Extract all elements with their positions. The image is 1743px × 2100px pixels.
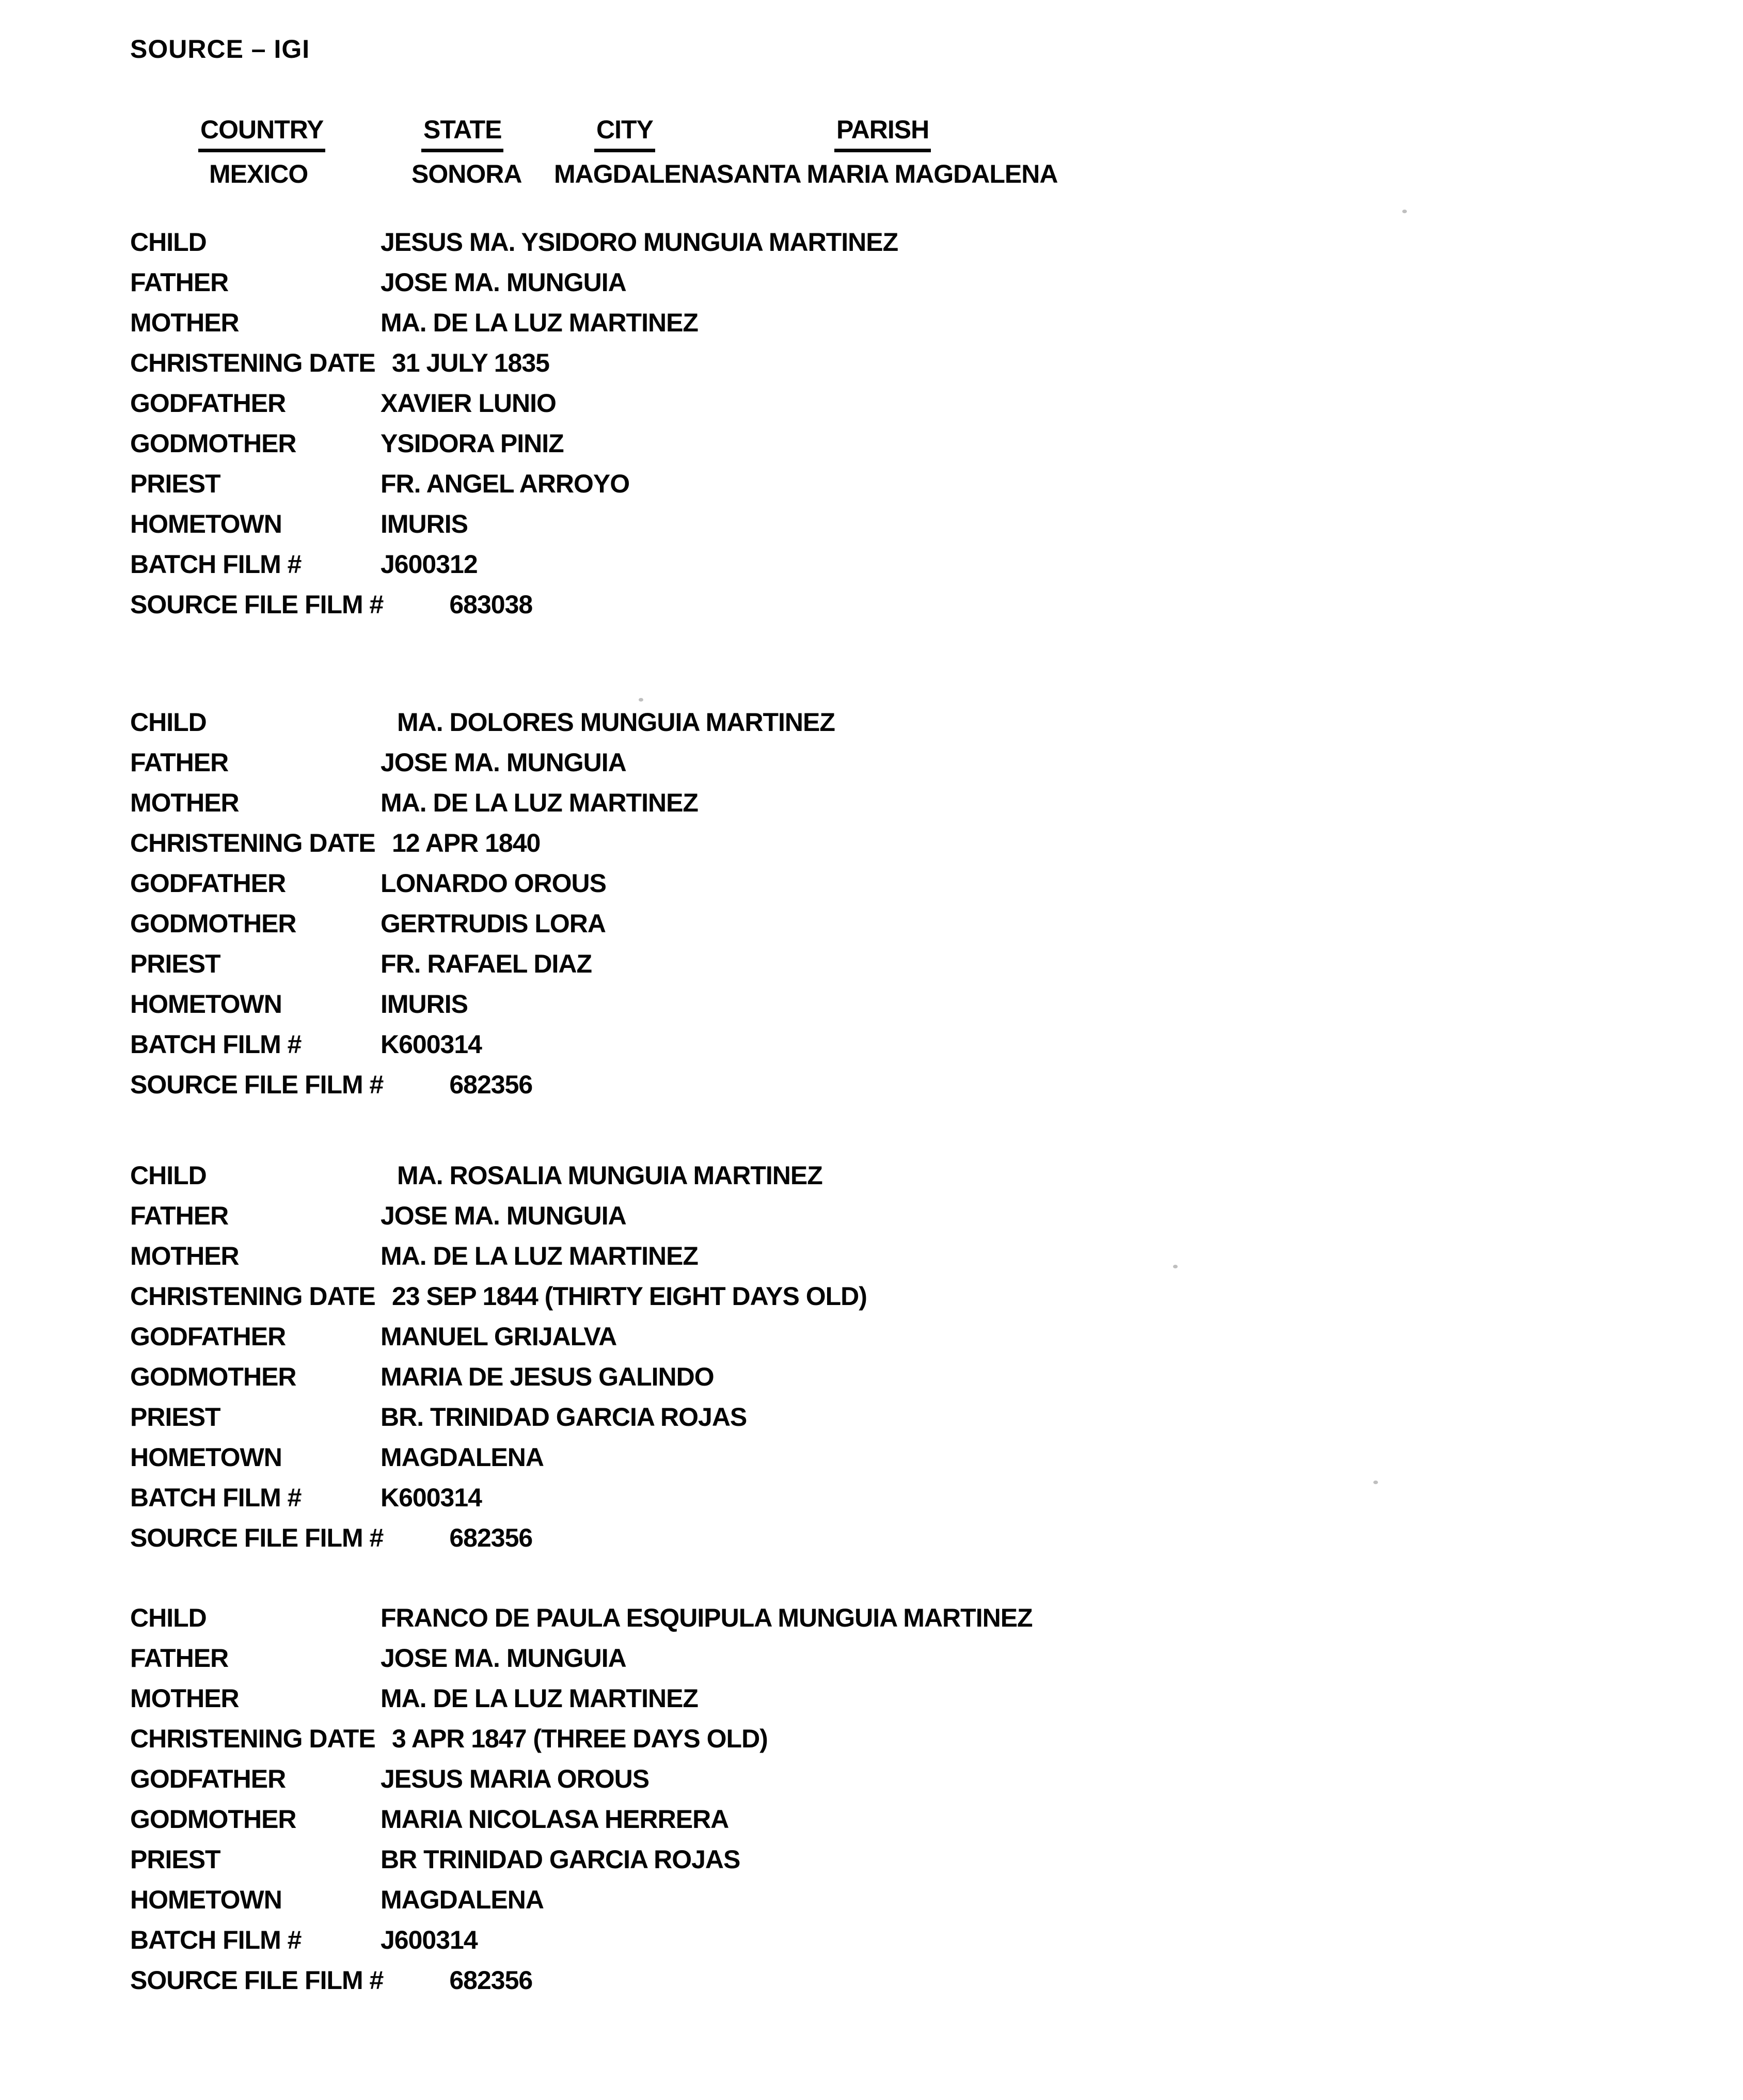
field-label: BATCH FILM # (130, 550, 302, 579)
record-field-row (130, 1357, 1669, 1397)
record-field-row (130, 944, 1669, 984)
field-label: CHILD (130, 1603, 207, 1632)
field-label: GODFATHER (130, 1764, 286, 1793)
field-label: HOMETOWN (130, 1443, 282, 1472)
record-field-row (130, 863, 1669, 903)
record-field-row (130, 1839, 1669, 1880)
record-field-row (130, 1638, 1669, 1678)
field-value: 682356 (449, 1966, 533, 1995)
field-value: JOSE MA. MUNGUIA (381, 748, 626, 777)
field-label: GODFATHER (130, 1322, 286, 1351)
record-field-row (130, 984, 1669, 1024)
field-value: BR. TRINIDAD GARCIA ROJAS (381, 1403, 747, 1431)
record-field-row (130, 702, 1669, 742)
field-label: SOURCE FILE FILM # (130, 1523, 384, 1552)
record-field-row (130, 222, 1669, 262)
christening-record (130, 222, 1669, 625)
field-value: J600314 (381, 1926, 478, 1954)
field-label: SOURCE FILE FILM # (130, 590, 384, 619)
field-value: 23 SEP 1844 (THIRTY EIGHT DAYS OLD) (392, 1282, 867, 1311)
field-label: CHILD (130, 228, 207, 257)
field-value: MA. DE LA LUZ MARTINEZ (381, 1684, 698, 1713)
field-label: GODMOTHER (130, 1805, 296, 1834)
field-value: 3 APR 1847 (THREE DAYS OLD) (392, 1724, 768, 1753)
field-label: PRIEST (130, 1845, 220, 1874)
location-column-parish: PARISH (834, 115, 931, 152)
field-value: MARIA NICOLASA HERRERA (381, 1805, 729, 1834)
field-label: MOTHER (130, 788, 239, 817)
field-value: 12 APR 1840 (392, 829, 541, 857)
record-field-row (130, 1155, 1669, 1196)
field-value: 683038 (449, 590, 533, 619)
record-field-row (130, 423, 1669, 464)
field-value: MAGDALENA (381, 1885, 544, 1914)
field-value: IMURIS (381, 990, 468, 1019)
field-value: IMURIS (381, 510, 468, 538)
scan-speck (639, 698, 643, 702)
field-label: HOMETOWN (130, 990, 282, 1019)
scan-speck (1173, 1265, 1178, 1268)
record-field-row (130, 1719, 1669, 1759)
field-value: 682356 (449, 1070, 533, 1099)
field-label: MOTHER (130, 308, 239, 337)
record-field-row (130, 1960, 1669, 2000)
record-field-row (130, 1316, 1669, 1357)
field-label: SOURCE FILE FILM # (130, 1070, 384, 1099)
field-label: FATHER (130, 1644, 229, 1673)
record-field-row (130, 584, 1669, 625)
field-value: K600314 (381, 1483, 482, 1512)
field-label: GODMOTHER (130, 909, 296, 938)
record-field-row (130, 504, 1669, 544)
field-label: BATCH FILM # (130, 1483, 302, 1512)
field-label: GODFATHER (130, 389, 286, 418)
field-label: FATHER (130, 1201, 229, 1230)
field-label: FATHER (130, 748, 229, 777)
field-value: BR TRINIDAD GARCIA ROJAS (381, 1845, 740, 1874)
field-label: MOTHER (130, 1684, 239, 1713)
field-value: YSIDORA PINIZ (381, 429, 564, 458)
field-value: JESUS MARIA OROUS (381, 1764, 649, 1793)
field-label: CHRISTENING DATE (130, 348, 375, 377)
field-value: J600312 (381, 550, 478, 579)
record-field-row (130, 1236, 1669, 1276)
record-field-row (130, 343, 1669, 383)
field-label: CHRISTENING DATE (130, 1282, 375, 1311)
record-field-row (130, 1678, 1669, 1719)
field-label: GODMOTHER (130, 1362, 296, 1391)
location-column-city: CITY (594, 115, 655, 152)
record-field-row (130, 1799, 1669, 1839)
field-value: JESUS MA. YSIDORO MUNGUIA MARTINEZ (381, 228, 898, 257)
record-field-row (130, 783, 1669, 823)
location-column-state: STATE (421, 115, 503, 152)
record-field-row (130, 823, 1669, 863)
field-label: BATCH FILM # (130, 1926, 302, 1954)
field-label: FATHER (130, 268, 229, 297)
christening-record (130, 1155, 1669, 1558)
christening-record (130, 1598, 1669, 2000)
field-value: K600314 (381, 1030, 482, 1059)
record-field-row (130, 1598, 1669, 1638)
record-field-row (130, 742, 1669, 783)
field-label: SOURCE FILE FILM # (130, 1966, 384, 1995)
field-label: CHILD (130, 1161, 207, 1190)
record-field-row (130, 1437, 1669, 1477)
record-field-row (130, 1759, 1669, 1799)
record-field-row (130, 903, 1669, 944)
field-label: PRIEST (130, 949, 220, 978)
field-value: MA. DE LA LUZ MARTINEZ (381, 308, 698, 337)
field-value: JOSE MA. MUNGUIA (381, 1644, 626, 1673)
field-value: FRANCO DE PAULA ESQUIPULA MUNGUIA MARTINEZ (381, 1603, 1033, 1632)
field-value: MARIA DE JESUS GALINDO (381, 1362, 714, 1391)
record-field-row (130, 303, 1669, 343)
field-value: FR. RAFAEL DIAZ (381, 949, 592, 978)
field-label: PRIEST (130, 1403, 220, 1431)
field-value: JOSE MA. MUNGUIA (381, 268, 626, 297)
location-value-city: MAGDALENA (554, 160, 717, 188)
field-value: MA. ROSALIA MUNGUIA MARTINEZ (397, 1161, 822, 1190)
field-label: MOTHER (130, 1242, 239, 1270)
field-label: HOMETOWN (130, 510, 282, 538)
scan-speck (1373, 1481, 1378, 1484)
location-value-country: MEXICO (209, 160, 308, 188)
source-label: SOURCE – IGI (130, 35, 310, 63)
field-label: CHRISTENING DATE (130, 1724, 375, 1753)
field-label: HOMETOWN (130, 1885, 282, 1914)
record-field-row (130, 1477, 1669, 1518)
location-value-state: SONORA (411, 160, 522, 188)
field-value: 31 JULY 1835 (392, 348, 549, 377)
record-field-row (130, 1920, 1669, 1960)
field-value: MA. DOLORES MUNGUIA MARTINEZ (397, 708, 835, 737)
record-field-row (130, 1397, 1669, 1437)
record-field-row (130, 464, 1669, 504)
field-value: MANUEL GRIJALVA (381, 1322, 617, 1351)
location-column-country: COUNTRY (198, 115, 325, 152)
record-field-row (130, 1880, 1669, 1920)
field-label: BATCH FILM # (130, 1030, 302, 1059)
record-field-row (130, 1518, 1669, 1558)
record-field-row (130, 383, 1669, 423)
field-value: LONARDO OROUS (381, 869, 606, 898)
field-value: FR. ANGEL ARROYO (381, 469, 630, 498)
record-field-row (130, 1064, 1669, 1105)
location-value-parish: SANTA MARIA MAGDALENA (717, 160, 1058, 188)
field-label: CHRISTENING DATE (130, 829, 375, 857)
record-field-row (130, 544, 1669, 584)
field-value: MA. DE LA LUZ MARTINEZ (381, 788, 698, 817)
christening-record (130, 702, 1669, 1105)
record-field-row (130, 262, 1669, 303)
field-label: GODFATHER (130, 869, 286, 898)
field-value: MA. DE LA LUZ MARTINEZ (381, 1242, 698, 1270)
record-field-row (130, 1276, 1669, 1316)
field-label: GODMOTHER (130, 429, 296, 458)
record-field-row (130, 1196, 1669, 1236)
field-label: CHILD (130, 708, 207, 737)
field-value: XAVIER LUNIO (381, 389, 556, 418)
field-value: GERTRUDIS LORA (381, 909, 606, 938)
field-label: PRIEST (130, 469, 220, 498)
record-field-row (130, 1024, 1669, 1064)
field-value: JOSE MA. MUNGUIA (381, 1201, 626, 1230)
field-value: 682356 (449, 1523, 533, 1552)
scan-speck (1402, 210, 1407, 213)
field-value: MAGDALENA (381, 1443, 544, 1472)
